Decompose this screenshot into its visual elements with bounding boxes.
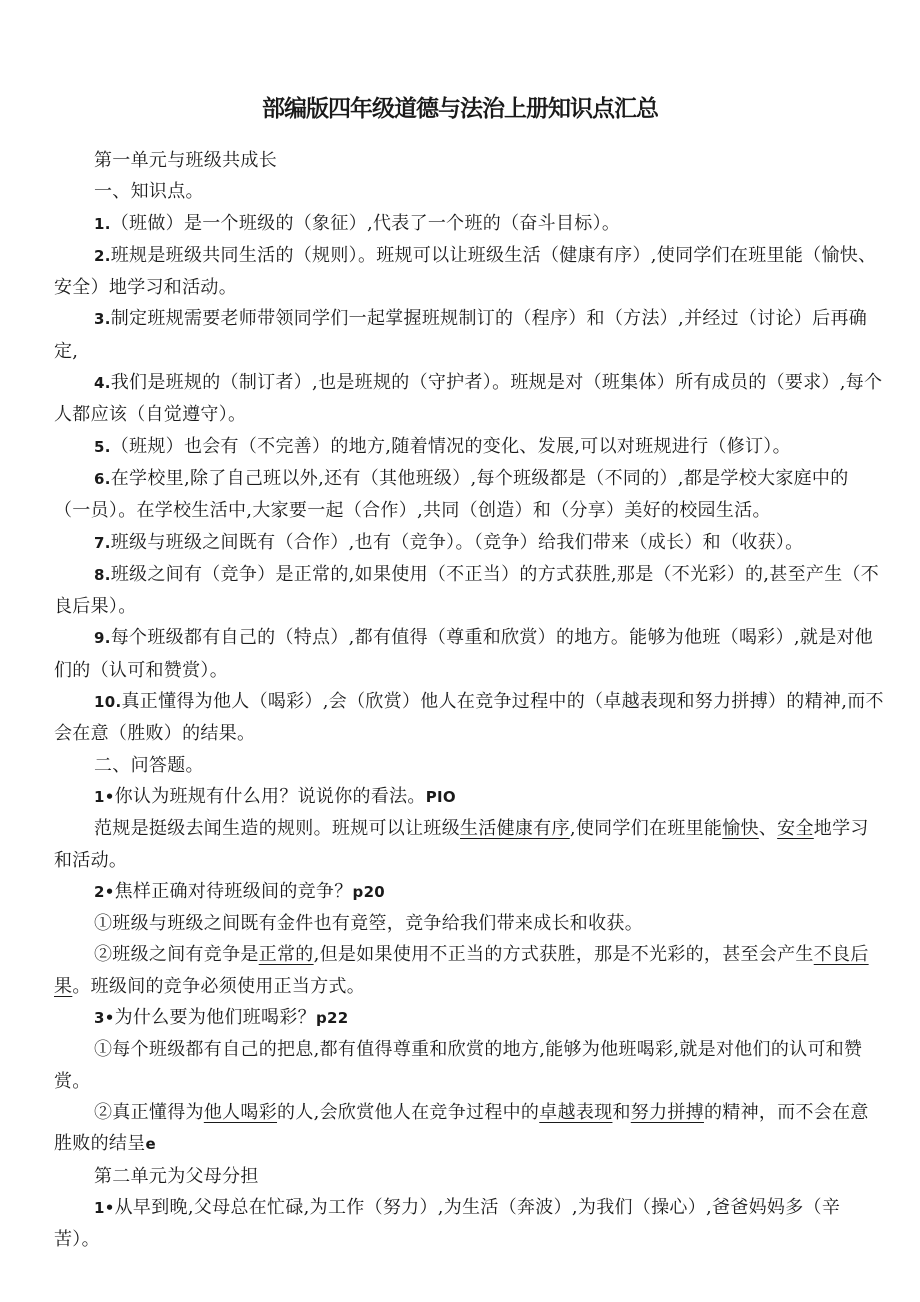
page-ref: PIO	[425, 787, 456, 806]
answer-2-part-1: ①班级与班级之间既有金件也有竟箜，竞争给我们带来成长和收获。	[94, 913, 643, 935]
knowledge-item: 5.（班规）也会有（不完善）的地方,随着情况的变化、发展,可以对班规进行（修订）。	[94, 435, 791, 457]
item-number: 7.	[94, 533, 111, 552]
item-number: 3.	[94, 310, 111, 329]
knowledge-item: 7.班级与班级之间既有（合作）,也有（竞争）。（竞争）给我们带来（成长）和（收获）。	[94, 531, 804, 553]
knowledge-item: 3.制定班规需要老师带领同学们一起掌握班规制订的（程序）和（方法）,并经过（讨论）后再确定,	[54, 308, 868, 362]
unit1-heading: 第一单元与班级共成长	[94, 150, 277, 171]
document-title: 部编版四年级道德与法治上册知识点汇总	[262, 96, 658, 122]
question-2: 2•焦样正确对待班级间的竞争？p20	[94, 880, 386, 902]
question-1: 1•你认为班规有什么用？说说你的看法。PIO	[94, 785, 456, 807]
unit2-item: 1•从早到晚,父母总在忙碌,为工作（努力）,为生活（奔波）,为我们（操心）,爸爸妈妈多（辛苦）。	[54, 1196, 841, 1251]
unit2-heading: 第二单元为父母分担	[94, 1165, 259, 1187]
page-ref: p22	[315, 1009, 349, 1028]
section-knowledge-heading: 一、知识点。	[94, 181, 204, 203]
knowledge-item: 6.在学校里,除了自己班以外,还有（其他班级）,每个班级都是（不同的）,都是学校大家庭中的（一员）。在学校生活中,大家要一起（合作）,共同（创造）和（分享）美好的校园生活。	[54, 467, 849, 522]
answer-3-part-1: ①每个班级都有自己的把息,都有值得尊重和欣赏的地方,能够为他班喝彩,就是对他们的认可和赞赏。	[54, 1039, 863, 1092]
item-number: 9.	[94, 629, 111, 648]
knowledge-item: 8.班级之间有（竞争）是正常的,如果使用（不正当）的方式获胜,那是（不光彩）的,甚至产生（不良后果）。	[54, 563, 880, 618]
answer-2-part-2: ②班级之间有竞争是正常的,但是如果使用不正当的方式获胜，那是不光彩的，甚至会产生不良后果。班级间的竞争必须使用正当方式。	[54, 944, 869, 997]
item-number: 2.	[94, 246, 111, 265]
answer-3-part-2: ②真正懂得为他人喝彩的人,会欣赏他人在竞争过程中的卓越表现和努力拼搏的精神，而不会在意胜败的结呈e	[54, 1101, 869, 1155]
answer-1: 范规是挺级去闻生造的规则。班规可以让班级生活健康有序,使同学们在班里能愉快、安全地学习和活动。	[54, 818, 869, 871]
item-number: 1.	[94, 214, 111, 233]
item-number: 5.	[94, 437, 111, 456]
knowledge-item: 10.真正懂得为他人（喝彩）,会（欣赏）他人在竞争过程中的（卓越表现和努力拼搏）的精神,而不会在意（胜败）的结果。	[54, 691, 884, 745]
document-body	[54, 145, 884, 1255]
knowledge-item: 2.班规是班级共同生活的（规则）。班规可以让班级生活（健康有序）,使同学们在班里能（愉快、安全）地学习和活动。	[54, 244, 877, 299]
item-number: 6.	[94, 469, 111, 488]
item-number: 10.	[94, 693, 122, 712]
question-3: 3•为什么要为他们班喝彩？p22	[94, 1007, 349, 1029]
knowledge-item: 9.每个班级都有自己的（特点）,都有值得（尊重和欣赏）的地方。能够为他班（喝彩）,就是对他们的（认可和赞赏）。	[54, 627, 874, 681]
item-number: 4.	[94, 374, 111, 393]
knowledge-item: 1.（班做）是一个班级的（象征）,代表了一个班的（奋斗目标）。	[94, 212, 621, 234]
item-number: 8.	[94, 565, 111, 584]
section-qa-heading: 二、问答题。	[94, 754, 204, 776]
knowledge-item: 4.我们是班规的（制订者）,也是班规的（守护者）。班规是对（班集体）所有成员的（要求）,每个人都应该（自觉遵守）。	[54, 372, 883, 426]
page-ref: p20	[352, 882, 386, 901]
